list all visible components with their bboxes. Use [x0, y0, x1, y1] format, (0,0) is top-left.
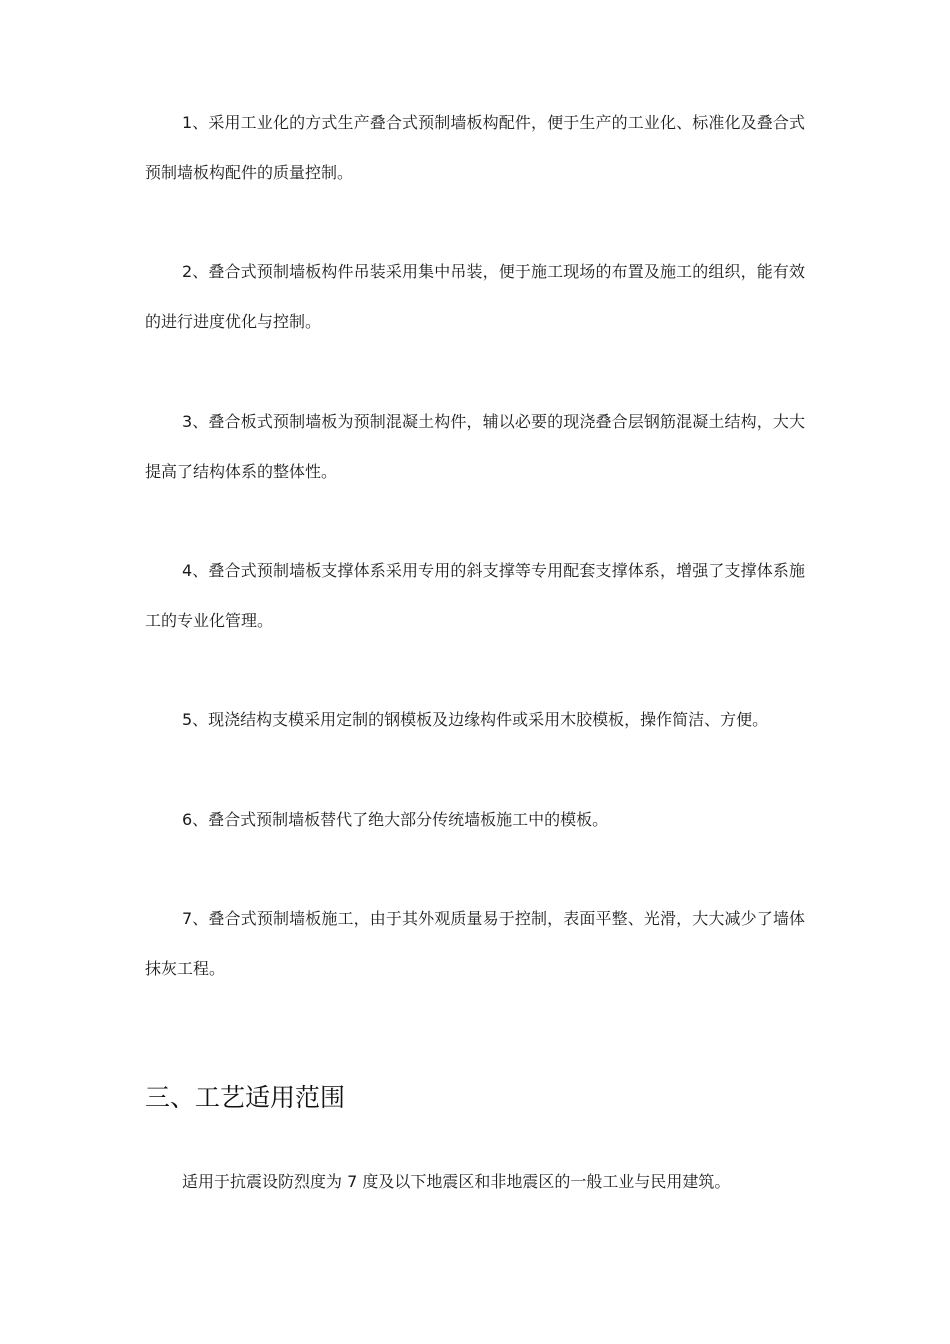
section-body: 适用于抗震设防烈度为 7 度及以下地震区和非地震区的一般工业与民用建筑。 [182, 1172, 731, 1191]
list-item-3: 3、叠合板式预制墙板为预制混凝土构件，辅以必要的现浇叠合层钢筋混凝土结构，大大提高了结构体系的整体性。 [145, 412, 805, 481]
list-item-6: 6、叠合式预制墙板替代了绝大部分传统墙板施工中的模板。 [182, 810, 609, 829]
section-heading: 三、工艺适用范围 [145, 1083, 346, 1112]
list-item-4: 4、叠合式预制墙板支撑体系采用专用的斜支撑等专用配套支撑体系，增强了支撑体系施工的专业化管理。 [145, 561, 805, 630]
list-item-1: 1、采用工业化的方式生产叠合式预制墙板构配件，便于生产的工业化、标准化及叠合式预制墙板构配件的质量控制。 [145, 113, 805, 182]
list-item-7: 7、叠合式预制墙板施工，由于其外观质量易于控制，表面平整、光滑，大大减少了墙体抹灰工程。 [145, 909, 805, 978]
list-item-5: 5、现浇结构支模采用定制的钢模板及边缘构件或采用木胶模板，操作简洁、方便。 [182, 710, 769, 729]
list-item-2: 2、叠合式预制墙板构件吊装采用集中吊装，便于施工现场的布置及施工的组织，能有效的进行进度优化与控制。 [145, 262, 805, 331]
